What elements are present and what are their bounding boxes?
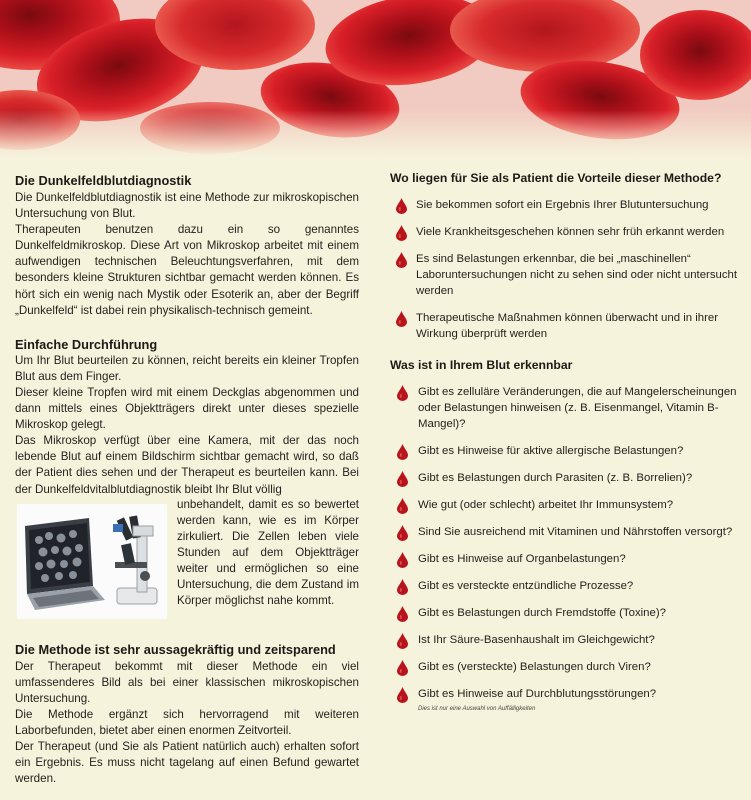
blood-drop-icon (397, 525, 408, 541)
blood-drop-icon (397, 385, 408, 401)
list-item (388, 497, 738, 513)
list-item-text: Gibt es Belastungen durch Fremdstoffe (Toxine)? (418, 607, 666, 619)
list-item (388, 470, 738, 486)
list-item-text: Gibt es Hinweise auf Durchblutungsstörungen? (418, 688, 657, 700)
paragraph: Die Dunkelfeldblutdiagnostik ist eine Methode zur mikroskopischen Untersuchung von Blut. (15, 191, 359, 221)
blood-drop-icon (397, 579, 408, 595)
header-banner-blood-cells (0, 0, 751, 158)
list-item-text: Wie gut (oder schlecht) arbeitet Ihr Immunsystem? (418, 499, 674, 511)
list-item-text: Gibt es (versteckte) Belastungen durch Viren? (418, 661, 651, 673)
blood-drop-icon (397, 606, 408, 622)
paragraph: Die Methode ergänzt sich hervorragend mit weiteren Laborbefunden, bietet aber einen enormen Zeitvorteil. (15, 707, 359, 737)
paragraph: Dieser kleine Tropfen wird mit einem Deckglas abgenommen und dann mittels eines Objektträgers direkt unter dieses spezielle Mikroskop gelegt. (15, 385, 359, 432)
blood-drop-icon (397, 633, 408, 649)
paragraph: Das Mikroskop verfügt über eine Kamera, mit der das noch lebende Blut auf einem Bildschirm sichtbar gemacht wird, so daß der Patient dies sehen und der Therapeut es beurteilen kann. Bei der Dunkelfeldvitalblutdiagnostik bleibt Ihr Blut völlig (15, 434, 359, 496)
list-item (388, 578, 738, 594)
list-item (388, 524, 738, 540)
list-item-text: Gibt es versteckte entzündliche Prozesse? (418, 580, 634, 592)
list-item (388, 551, 738, 567)
list-item-text: Sie bekommen sofort ein Ergebnis Ihrer Blutuntersuchung (416, 199, 709, 211)
left-column (15, 172, 359, 787)
right-column (388, 170, 738, 713)
list-item (388, 197, 738, 213)
list-item-text: Therapeutische Maßnahmen können überwacht und in ihrer Wirkung überprüft werden (416, 312, 719, 340)
paragraph: Der Therapeut bekommt mit dieser Methode ein viel umfassenderes Bild als bei einer klassischen mikroskopischen Untersuchung. (15, 659, 359, 705)
list-item-text: Gibt es Hinweise auf Organbelastungen? (418, 553, 626, 565)
list-item (388, 443, 738, 459)
paragraph: Therapeuten benutzen dazu ein so genanntes Dunkelfeldmikroskop. Diese Art von Mikroskop arbeitet mit einem aufwendigen technischen Beleuchtungsverfahren, mit dem besonders kleine Strukturen sichtbar gemacht werden können. Es hört sich ein wenig nach Mystik oder Esoterik an, aber der Begriff „Dunkelfeld“ ist dabei rein physikalisch-technisch gemeint. (15, 223, 359, 317)
list-item-text: Viele Krankheitsgeschehen können sehr früh erkannt werden (416, 226, 725, 238)
blood-drop-icon (397, 498, 408, 514)
blood-drop-icon (396, 311, 407, 327)
heading-einfache-durchfuehrung: Einfache Durchführung (15, 336, 158, 352)
blood-drop-icon (397, 687, 408, 703)
list-item (388, 310, 738, 342)
heading-was-ist-erkennbar: Was ist in Ihrem Blut erkennbar (390, 358, 573, 372)
list-item-text: Gibt es Hinweise für aktive allergische Belastungen? (418, 445, 684, 457)
heading-dunkelfeldblutdiagnostik: Die Dunkelfeldblutdiagnostik (15, 173, 192, 188)
list-item-text: Es sind Belastungen erkennbar, die bei „maschinellen“ Laboruntersuchungen nicht zu sehen sind oder nicht untersucht werden (416, 253, 738, 297)
list-item-text: Ist Ihr Säure-Basenhaushalt im Gleichgewicht? (418, 634, 655, 646)
list-item (388, 384, 738, 432)
heading-vorteile: Wo liegen für Sie als Patient die Vorteile dieser Methode? (390, 171, 722, 185)
list-item (388, 251, 738, 299)
footnote: Dies ist nur eine Auswahl von Auffälligkeiten (418, 706, 536, 712)
detectable-list (388, 384, 738, 702)
blood-drop-icon (397, 552, 408, 568)
blood-drop-icon (396, 225, 407, 241)
list-item (388, 632, 738, 648)
blood-drop-icon (396, 198, 407, 214)
list-item-text: Gibt es Belastungen durch Parasiten (z. B. Borrelien)? (418, 472, 693, 484)
blood-drop-icon (396, 252, 407, 268)
paragraph: Um Ihr Blut beurteilen zu können, reicht bereits ein kleiner Tropfen Blut aus dem Finger. (15, 353, 359, 383)
list-item (388, 686, 738, 702)
blood-drop-icon (397, 660, 408, 676)
blood-drop-icon (397, 444, 408, 460)
list-item (388, 659, 738, 675)
heading-methode-aussagekraeftig: Die Methode ist sehr aussagekräftig und zeitsparend (15, 641, 336, 657)
paragraph-wrap: unbehandelt, damit es so bewertet werden kann, wie es im Körper zirkuliert. Die Zellen leben viele Stunden auf dem Objektträger weiter und ermöglichen so eine Untersuchung, die dem Zustand im Körper möglichst nahe kommt. (177, 497, 359, 608)
dark-field-microscope-photo (17, 504, 167, 619)
paragraph: Der Therapeut (und Sie als Patient natürlich auch) erhalten sofort ein Ergebnis. Es muss nicht tagelang auf einen Befund gewartet werden. (15, 740, 359, 786)
list-item-text: Gibt es zelluläre Veränderungen, die auf Mangelerscheinungen oder Belastungen hinweisen (z. B. Eisenmangel, Vitamin B-Mangel)? (418, 386, 737, 430)
advantages-list (388, 197, 738, 342)
list-item-text: Sind Sie ausreichend mit Vitaminen und Nährstoffen versorgt? (418, 526, 733, 538)
list-item (388, 605, 738, 621)
blood-drop-icon (397, 471, 408, 487)
list-item (388, 224, 738, 240)
microscope-section (15, 498, 359, 626)
